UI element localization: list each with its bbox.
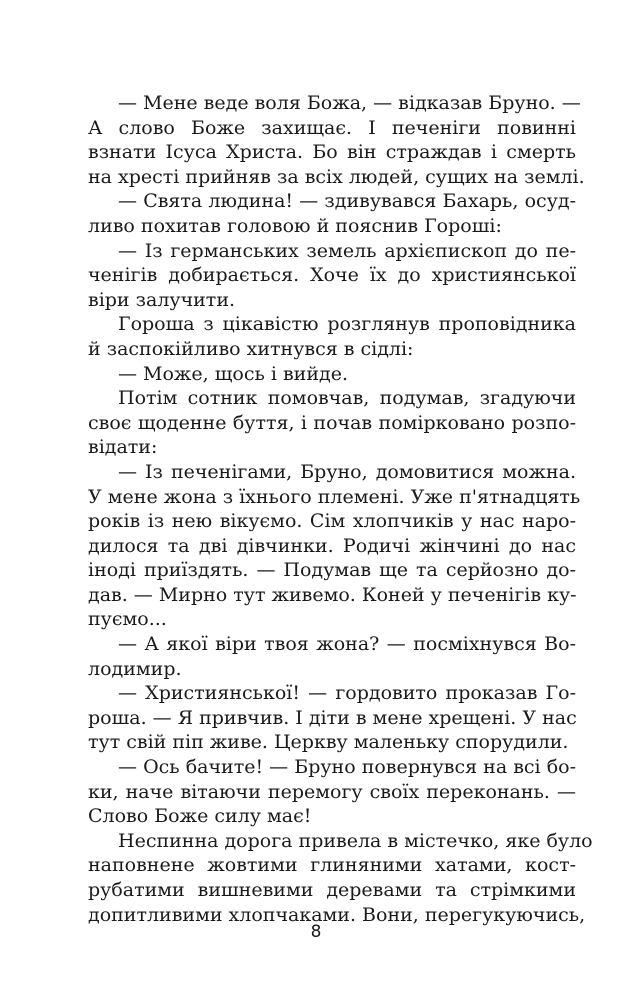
text-line: своє щоденне буття, і почав поміркованo розпо- (88, 411, 576, 434)
text-line: й заспокійливо хитнувся в сідлі: (88, 337, 414, 360)
text-line: Слово Боже силу має! (88, 805, 312, 828)
body-text (88, 91, 593, 927)
text-line: пуємо... (88, 608, 167, 631)
text-line: відати: (88, 436, 158, 459)
text-line: допитливими хлопчаками. Вони, перегукуючись, (88, 903, 586, 926)
text-line: лодимир. (88, 657, 182, 680)
text-line: А слово Боже захищає. І печеніги повинні (88, 116, 576, 139)
text-line: У мене жона з їхнього племені. Уже п'ятнадцять (88, 485, 581, 508)
text-line: тут свій піп живе. Церкву маленьку спорудили. (88, 731, 569, 754)
text-line: віри залучити. (88, 288, 236, 311)
text-line: Потім сотник помовчав, подумав, згадуючи (118, 387, 576, 410)
text-line: ливо похитав головою й пояснив Гороші: (88, 214, 502, 237)
text-line: наповнене жовтими глиняними хатами, кост- (88, 854, 576, 877)
text-line: взнати Ісуса Христа. Бо він страждав і смерть (88, 141, 576, 164)
text-line: — Християнської! — гордовито проказав Го- (118, 682, 576, 705)
text-line: ченігів добирається. Хоче їх до християнської (88, 264, 576, 287)
text-line: іноді приїздять. — Подумав ще та серйозно до- (88, 559, 576, 582)
text-line: — Із печенігами, Бруно, домовитися можна. (118, 460, 576, 483)
text-line: дилося та дві дівчинки. Родичі жінчині до нас (88, 534, 576, 557)
text-line: — Ось бачите! — Бруно повернувся на всі бо- (118, 756, 576, 779)
text-line: років із нею вікуємо. Сім хлопчиків у нас наро- (88, 510, 576, 533)
text-line: Горошa з цікавістю розглянув проповідника (118, 313, 576, 336)
page-number: 8 (310, 922, 322, 942)
text-line: — Може, щось і вийде. (118, 362, 348, 385)
text-line: рубатими вишневими деревами та стрімкими (88, 879, 576, 901)
text-line: ки, наче вітаючи перемогу своїх переконань. — (88, 780, 576, 803)
text-line: — Свята людина! — здивувався Бахарь, осуд- (118, 190, 576, 213)
text-line: роша. — Я привчив. І діти в мене хрещені. У нас (88, 706, 577, 729)
text-line: на хресті прийняв за всіх людей, сущих на землі. (88, 165, 585, 188)
text-line: — А якої віри твоя жона? — посміхнувся Во- (118, 633, 576, 656)
text-line: дав. — Мирно тут живемо. Коней у печенігів ку- (88, 583, 577, 606)
text-line: Неспинна дорога привела в містечко, яке було (118, 829, 593, 852)
text-line: — Мене веде воля Божа, — відказав Бруно. — (118, 92, 581, 114)
text-line: — Із германських земель архієпископ до пе- (118, 239, 576, 262)
